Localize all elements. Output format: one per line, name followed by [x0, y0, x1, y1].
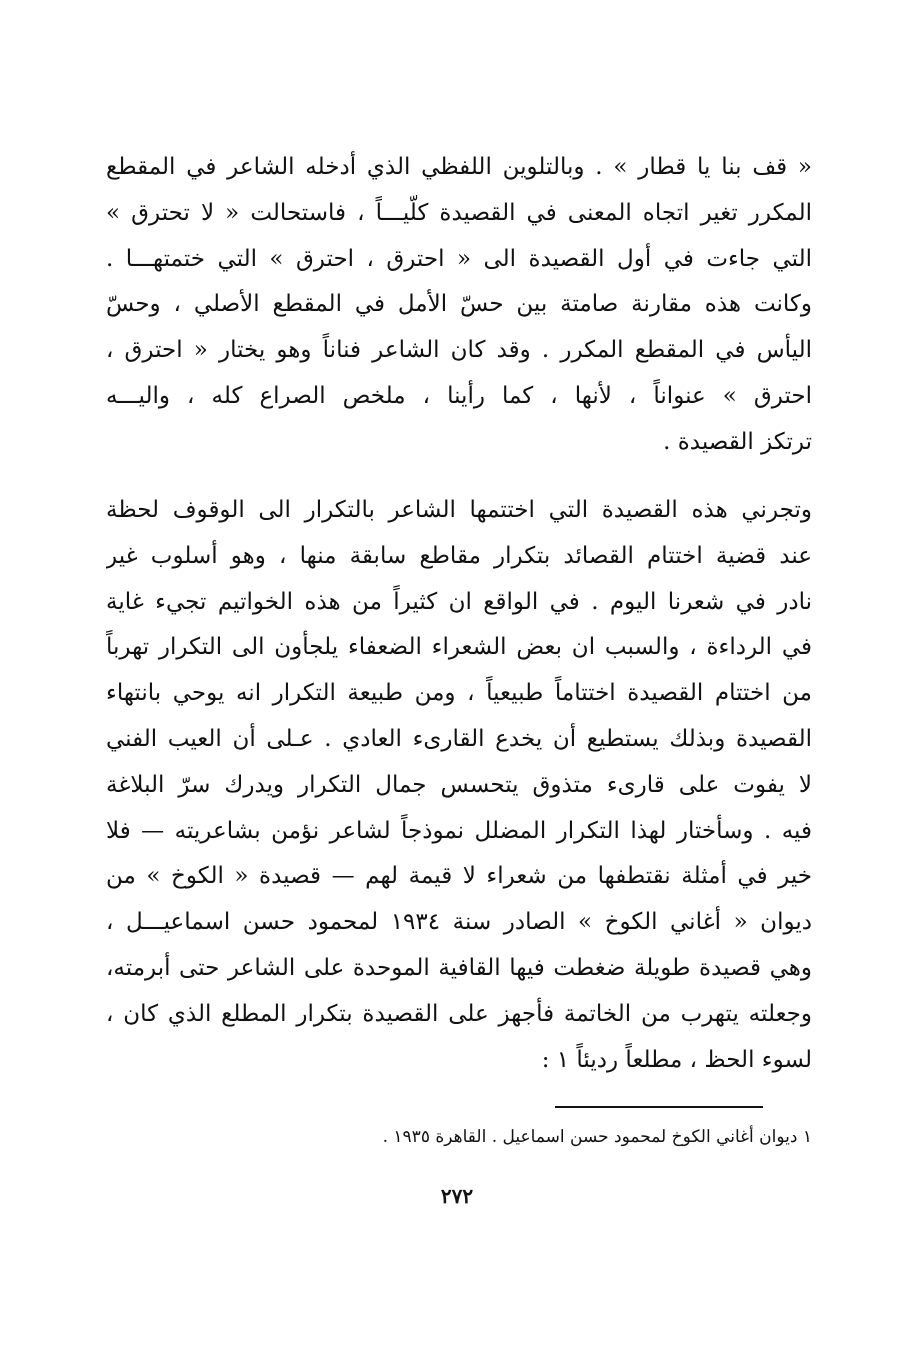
text-line: القصيدة وبذلك يستطيع أن يخدع القارىء العادي . عـلى أن العيب الفني: [106, 725, 812, 752]
text-line: عند قضية اختتام القصائد بتكرار مقاطع سابقة منها ، وهو أسلوب غير: [106, 542, 812, 569]
text-line: لسوء الحظ ، مطلعاً رديئاً ١ :: [541, 1046, 812, 1073]
text-line: ديوان « أغاني الكوخ » الصادر سنة ١٩٣٤ لمحمود حسن اسماعيـــل ،: [106, 909, 812, 936]
text-line: وتجرني هذه القصيدة التي اختتمها الشاعر بالتكرار الى الوقوف لحظة: [106, 497, 812, 523]
page-number: ٢٧٢: [440, 1184, 474, 1208]
text-line: من اختتام القصيدة اختتاماً طبيعياً ، ومن طبيعة التكرار انه يوحي بانتهاء: [106, 680, 812, 707]
text-line: المكرر تغير اتجاه المعنى في القصيدة كلّيـــاً ، فاستحالت « لا تحترق »: [106, 199, 812, 226]
text-line: ترتكز القصيدة .: [663, 428, 812, 455]
footnote: ١ ديوان أغاني الكوخ لمحمود حسن اسماعيل . القاهرة ١٩٣٥ .: [382, 1127, 812, 1147]
text-line: « قف بنا يا قطار » . وبالتلوين اللفظي الذي أدخله الشاعر في المقطع: [106, 154, 812, 180]
text-line: احترق » عنواناً ، لأنها ، كما رأينا ، ملخص الصراع كله ، واليـــه: [106, 382, 812, 409]
text-line: وجعلته يتهرب من الخاتمة فأجهز على القصيدة بتكرار المطلع الذي كان ،: [106, 1000, 812, 1027]
text-line: وكانت هذه مقارنة صامتة بين حسّ الأمل في المقطع الأصلي ، وحسّ: [106, 291, 812, 318]
text-line: اليأس في المقطع المكرر . وقد كان الشاعر فناناً وهو يختار « احترق ،: [106, 337, 812, 364]
text-line: لا يفوت على قارىء متذوق يتحسس جمال التكرار ويدرك سرّ البلاغة: [106, 771, 812, 798]
text-line: فيه . وسأختار لهذا التكرار المضلل نموذجاً لشاعر نؤمن بشاعريته — فلا: [106, 817, 812, 844]
text-line: نادر في شعرنا اليوم . في الواقع ان كثيراً من هذه الخواتيم تجيء غاية: [106, 588, 812, 615]
text-line: خير في أمثلة نقتطفها من شعراء لا قيمة لهم — قصيدة « الكوخ » من: [106, 863, 812, 890]
footnote-divider: [555, 1106, 763, 1108]
text-line: وهي قصيدة طويلة ضغطت فيها القافية الموحدة على الشاعر حتى أبرمته،: [106, 954, 812, 981]
text-line: التي جاءت في أول القصيدة الى « احترق ، احترق » التي ختمتهـــا .: [106, 245, 812, 272]
text-line: في الرداءة ، والسبب ان بعض الشعراء الضعفاء يلجأون الى التكرار تهرباً: [106, 634, 812, 661]
paragraph-2: [106, 488, 812, 1083]
paragraph-1: [106, 145, 812, 466]
